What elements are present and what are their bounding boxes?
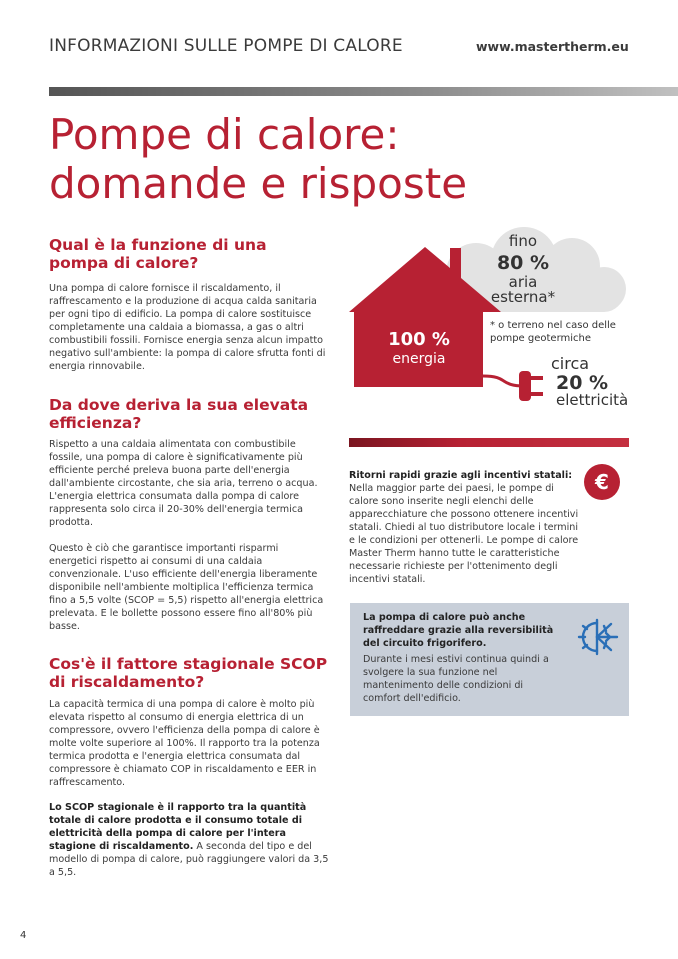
red-divider <box>349 438 629 447</box>
plug-label: elettricità <box>556 391 629 409</box>
scop-tail: A seconda del tipo e del modello di pompa di calore, può raggiungere valori da 3,5 a 5,5. <box>49 841 329 878</box>
euro-icon: € <box>584 464 620 500</box>
house-value: 100 % <box>388 329 450 350</box>
header-divider <box>49 87 678 96</box>
plug-value: 20 % <box>556 372 609 394</box>
scop-bold-lead: Lo SCOP stagionale è il rapporto tra la quantità totale di calore prodotta e il consumo totale di elettricità della pompa di calore per l'intera stagione di riscaldamento. <box>49 802 307 852</box>
cooling-heading: La pompa di calore può anche raffreddare grazie alla reversibilità del circuito frigorifero. <box>363 612 554 649</box>
house-label: energia <box>392 351 446 367</box>
page-title: Pompe di calore: domande e risposte <box>49 110 468 208</box>
section-1-heading: Qual è la funzione di una pompa di calore? <box>49 236 267 272</box>
cooling-info-box <box>350 603 629 716</box>
section-2-heading: Da dove deriva la sua elevata efficienza? <box>49 396 309 432</box>
header-title: INFORMAZIONI SULLE POMPE DI CALORE <box>49 36 403 56</box>
page-number: 4 <box>20 930 27 941</box>
section-2-paragraph-1: Rispetto a una caldaia alimentata con combustibile fossile, una pompa di calore è significativamente più efficiente perché preleva buona parte dell'energia dall'ambiente circostante, che sia aria, terreno o acqua. L'energia elettrica consumata dalla pompa di calore rappresenta solo circa il 20-30% dell'energia termica prodotta. <box>49 439 318 528</box>
incentives-body: Nella maggior parte dei paesi, le pompe di calore sono inserite negli elenchi delle apparecchiature che possono ottenere incentivi statali. Chiedi al tuo distributore locale i termini e le condizioni per ottenerli. Le pompe di calore Master Therm hanno tutte le caratteristiche necessarie richieste per l'ottenimento degli incentivi statali. <box>349 483 579 585</box>
section-3-scop-paragraph <box>49 801 329 879</box>
plug-prefix: circa <box>551 354 590 373</box>
cloud-prefix: fino <box>508 232 538 250</box>
header-url[interactable]: www.mastertherm.eu <box>476 39 629 54</box>
incentives-heading: Ritorni rapidi grazie agli incentivi statali: <box>349 470 573 481</box>
section-2-paragraph-2: Questo è ciò che garantisce importanti risparmi energetici rispetto ai consumi di una caldaia convenzionale. L'uso efficiente dell'energia liberamente disponibile nell'ambiente moltiplica l'efficienza termica fino a 5,5 volte (SCOP = 5,5) rispetto all'energia elettrica prelevata. E le bollette possono essere fino all'80% più basse. <box>49 543 324 632</box>
cooling-body: Durante i mesi estivi continua quindi a svolgere la sua funzione nel mantenimento delle condizioni di comfort dell'edificio. <box>363 654 549 704</box>
cloud-line-2: esterna* <box>490 288 556 306</box>
cloud-value: 80 % <box>496 252 550 274</box>
section-3-paragraph: La capacità termica di una pompa di calore è molto più elevata rispetto al consumo di energia elettrica di un compressore, ovvero l'efficienza della pompa di calore è molte volte superiore al 100%. Il rapporto tra la potenza termica prodotta e l'energia elettrica consumata dal compressore è chiamato COP in riscaldamento e EER in raffrescamento. <box>49 699 320 788</box>
section-3-heading: Cos'è il fattore stagionale SCOP di riscaldamento? <box>49 655 328 691</box>
sun-snowflake-icon <box>577 617 621 657</box>
cloud-line-1: aria <box>508 273 538 291</box>
section-1-paragraph: Una pompa di calore fornisce il riscaldamento, il raffrescamento e la produzione di acqua calda sanitaria per ogni tipo di edificio. La pompa di calore sostituisce completamente una caldaia a biomassa, a gas o altri combustibili fossili. Fornisce energia senza alcun impatto negativo sull'ambiente: la pompa di calore sfrutta fonti di energia rinnovabile. <box>49 283 326 372</box>
energy-infographic <box>349 224 649 419</box>
geothermal-note: * o terreno nel caso delle pompe geotermiche <box>490 320 616 344</box>
